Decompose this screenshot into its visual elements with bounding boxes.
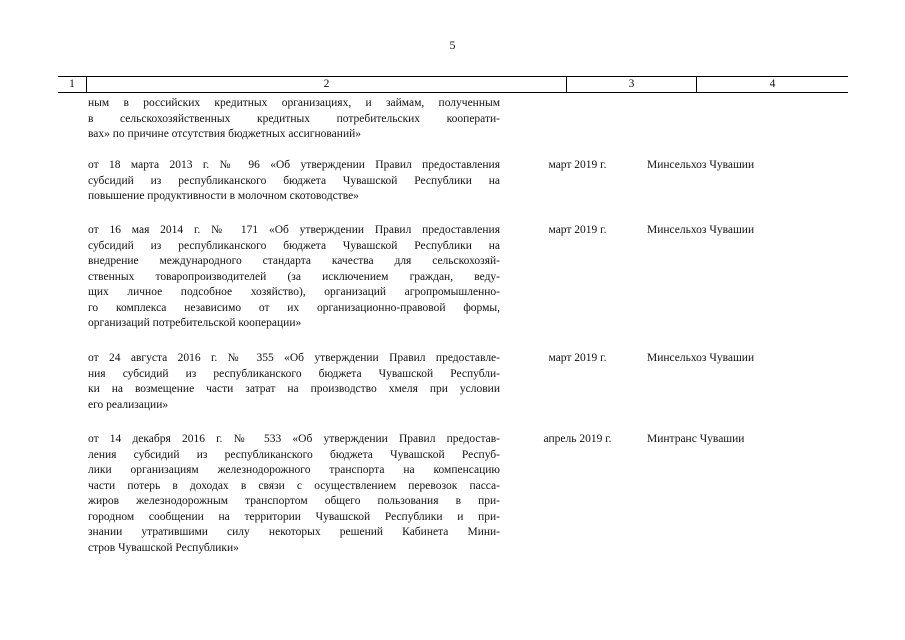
text-line: от 16 мая 2014 г. № 171 «Об утверждении Правил предоставления <box>88 224 500 236</box>
table-header-col-2: 2 <box>86 77 566 92</box>
text-line: лики организациям железнодорожного транспорта на компенсацию <box>88 464 500 476</box>
deadline-cell: март 2019 г. <box>548 159 607 171</box>
text-line: стров Чувашской Республики» <box>88 541 239 554</box>
text-line: повышение продуктивности в молочном скотоводстве» <box>88 190 359 202</box>
text-line: городном сообщении на территории Чувашской Республики и при- <box>88 510 500 523</box>
table-header-row <box>58 76 848 93</box>
text-line: его реализации» <box>88 398 169 411</box>
executor-cell: Минсельхоз Чувашии <box>647 159 755 171</box>
text-line: жиров железнодорожным транспортом общего пользования в при- <box>88 495 500 507</box>
continuation-text <box>88 96 500 143</box>
document-entry <box>88 158 500 205</box>
text-line: ки на возмещение части затрат на производство хмеля при условии <box>88 383 500 395</box>
table-header-col-3: 3 <box>566 77 696 92</box>
text-line: субсидий из республиканского бюджета Чувашской Республики на <box>88 239 500 252</box>
page-number: 5 <box>449 38 456 52</box>
document-entry <box>88 432 500 556</box>
text-line: вах» по причине отсутствия бюджетных ассигнований» <box>88 128 362 140</box>
text-line: знании утратившими силу некоторых решений Кабинета Мини- <box>88 526 500 538</box>
text-line: части потерь в доходах в связи с осуществлением перевозок пасса- <box>88 479 500 492</box>
executor-cell: Минтранс Чувашии <box>647 433 745 445</box>
text-line: го комплекса независимо от их организационно-правовой формы, <box>88 301 500 314</box>
document-entry <box>88 351 500 413</box>
text-line: ления субсидий из республиканского бюджета Чувашской Респуб- <box>88 448 500 461</box>
text-line: ния субсидий из республиканского бюджета Чувашской Республи- <box>88 367 500 380</box>
text-line: в сельскохозяйственных кредитных потребительских кооперати- <box>88 112 500 125</box>
document-entry <box>88 223 500 332</box>
text-line: субсидий из республиканского бюджета Чувашской Республики на <box>88 174 500 187</box>
deadline-cell: март 2019 г. <box>548 224 607 236</box>
text-line: внедрение международного стандарта качества для сельскохозяй- <box>88 255 500 267</box>
text-line: организаций потребительской кооперации» <box>88 317 302 329</box>
text-line: от 14 декабря 2016 г. № 533 «Об утверждении Правил предостав- <box>88 433 500 445</box>
executor-cell: Минсельхоз Чувашии <box>647 224 755 236</box>
text-line: от 24 августа 2016 г. № 355 «Об утверждении Правил предоставле- <box>88 352 500 364</box>
executor-cell: Минсельхоз Чувашии <box>647 352 755 364</box>
text-line: щих личное подсобное хозяйство), организаций агропромышленно- <box>88 286 500 298</box>
deadline-cell: апрель 2019 г. <box>543 433 612 445</box>
deadline-cell: март 2019 г. <box>548 352 607 364</box>
text-line: ным в российских кредитных организациях, и займам, полученным <box>88 97 500 109</box>
text-line: ственных товаропроизводителей (за исключением граждан, веду- <box>88 270 500 283</box>
text-line: от 18 марта 2013 г. № 96 «Об утверждении Правил предоставления <box>88 159 500 171</box>
table-header-col-4: 4 <box>696 77 848 92</box>
table-header-col-1: 1 <box>69 78 75 90</box>
